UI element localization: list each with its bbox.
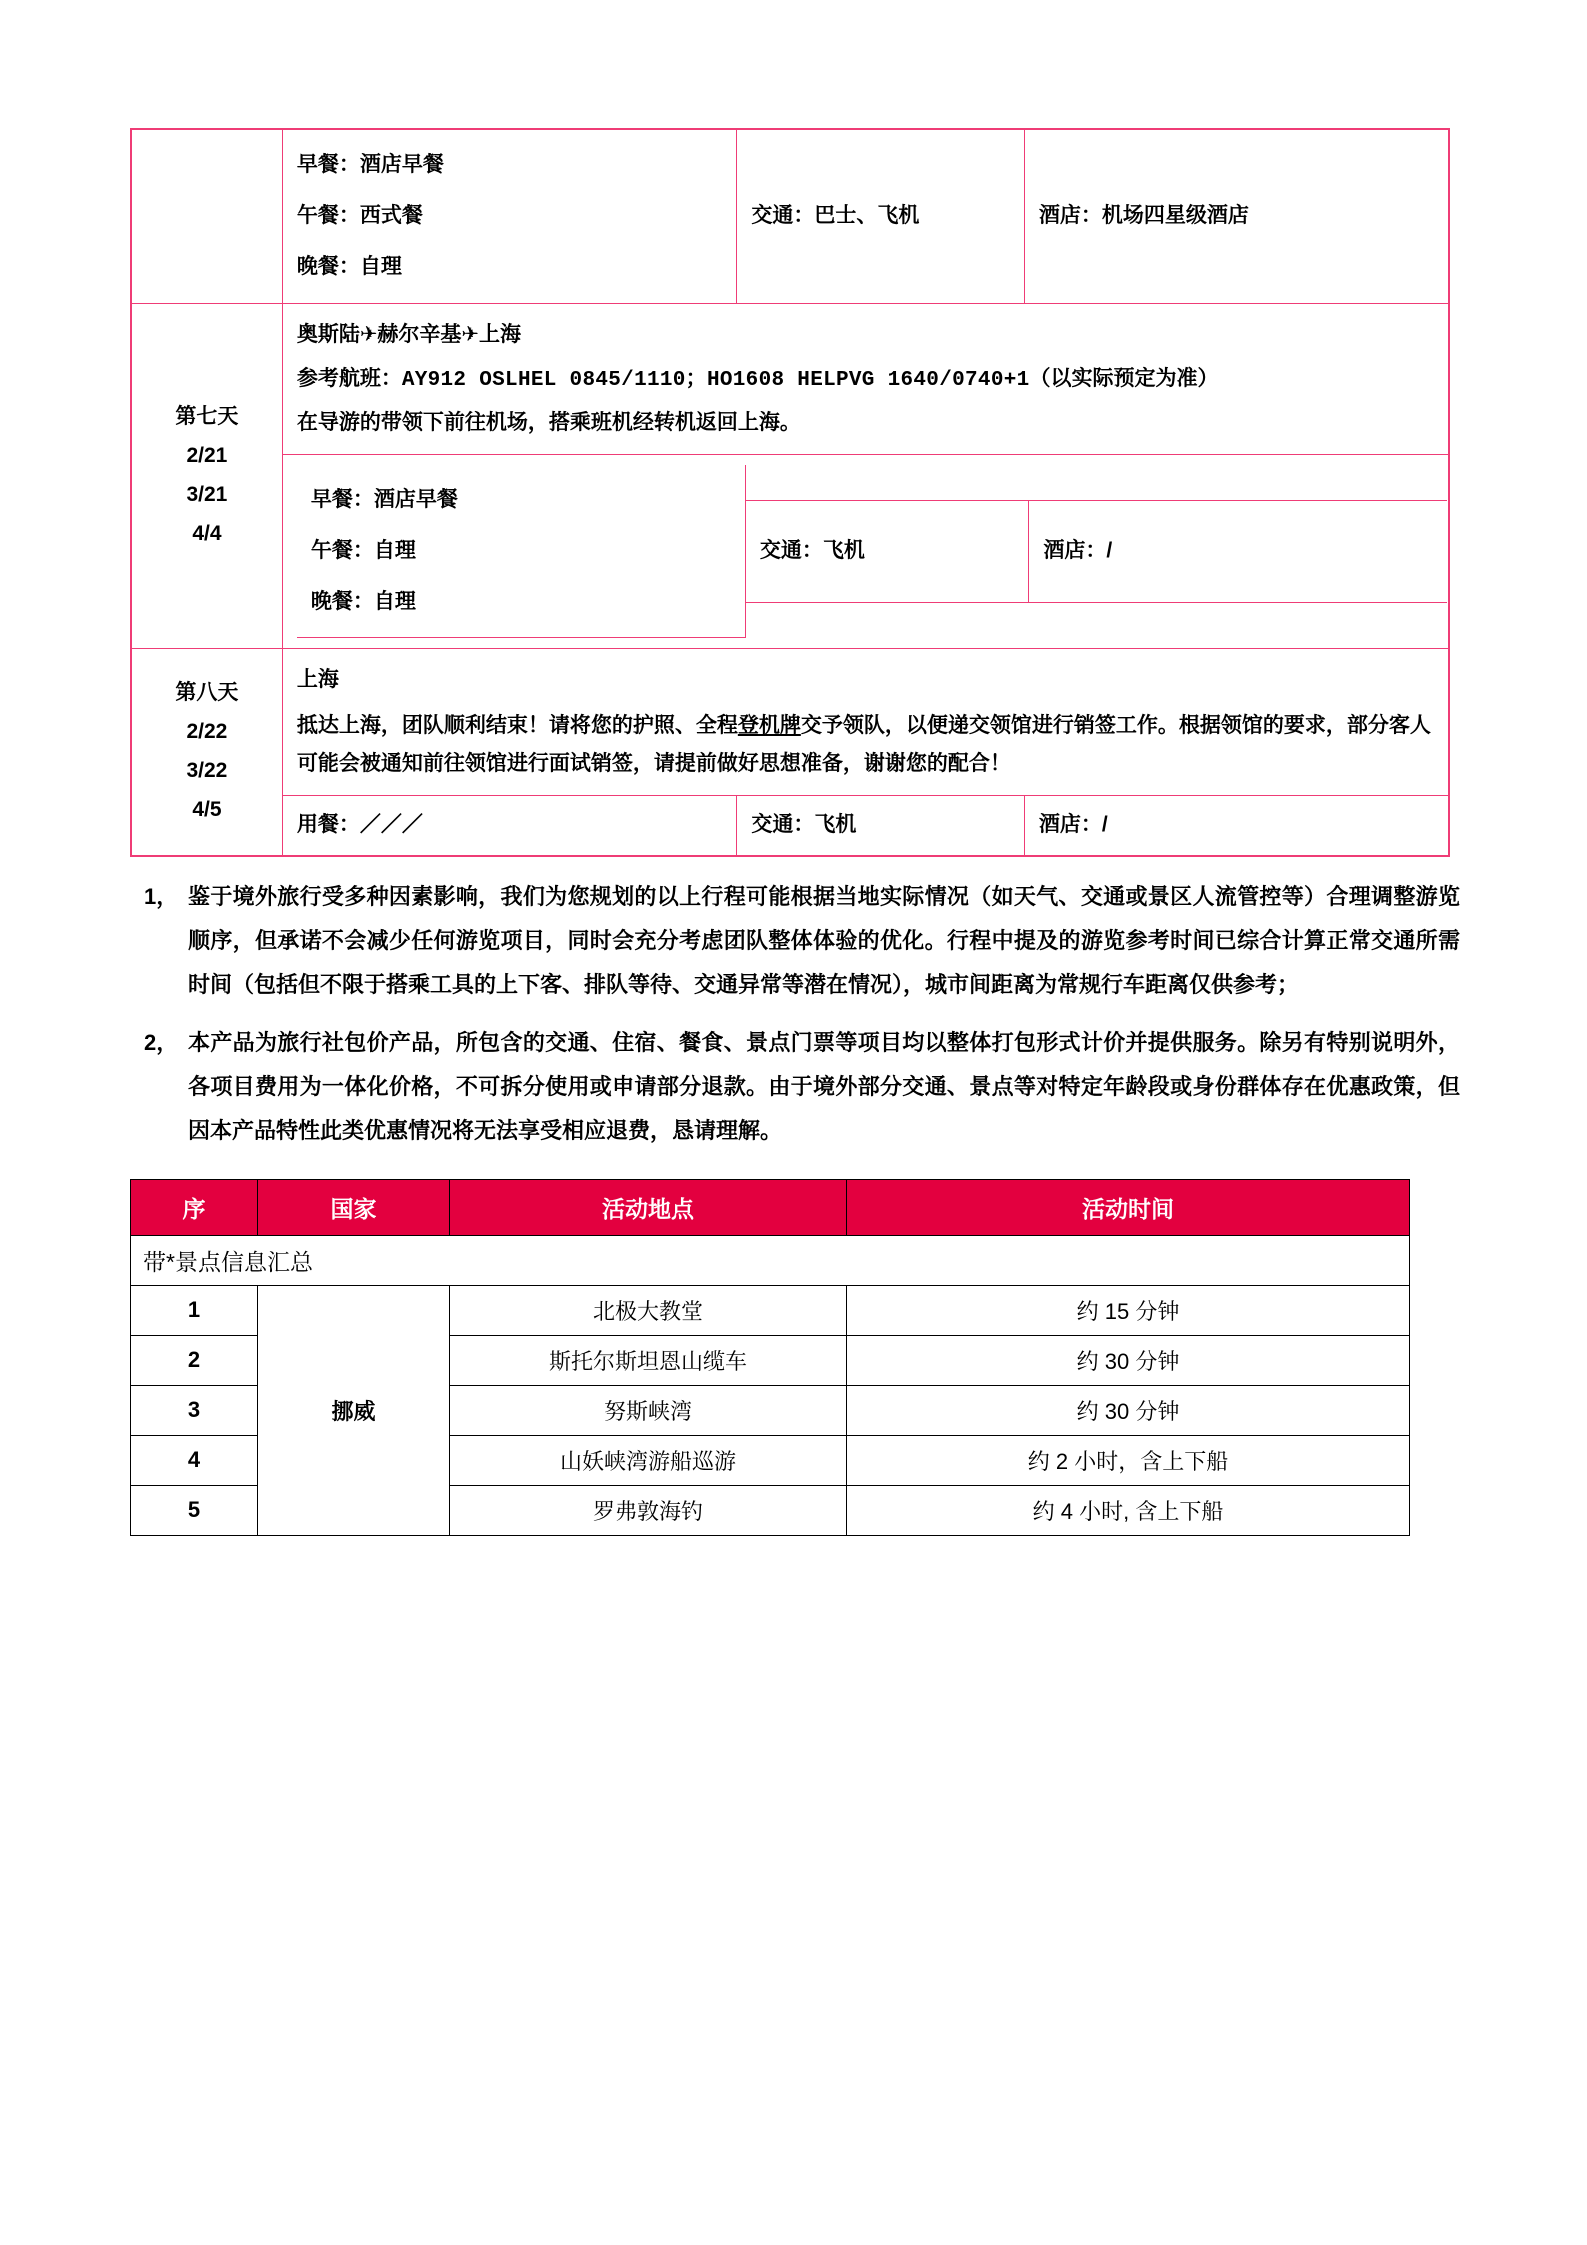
meal-dinner: 晚餐：自理 <box>296 254 402 278</box>
day-description: 在导游的带领下前往机场，搭乘班机经转机返回上海。 <box>296 411 801 435</box>
column-header-place: 活动地点 <box>450 1179 847 1235</box>
transport-cell: 交通：飞机 <box>745 500 1029 603</box>
day-cell-seven <box>131 303 282 649</box>
day-seven-services <box>282 454 1449 649</box>
row-index: 2 <box>131 1335 258 1385</box>
hotel-cell: 酒店：机场四星级酒店 <box>1024 129 1449 303</box>
day-date-1: 2/21 <box>186 444 228 468</box>
meals-cell <box>297 465 746 638</box>
desc-underlined-term: 登机牌 <box>737 714 801 738</box>
summary-table <box>130 1179 1410 1536</box>
table-row <box>131 129 1449 303</box>
table-row <box>131 303 1449 454</box>
route-text: 上海 <box>296 668 339 692</box>
duration-cell: 约 30 分钟 <box>847 1385 1410 1435</box>
day-date-3: 4/4 <box>192 521 222 545</box>
hotel-cell: 酒店：/ <box>1024 795 1449 855</box>
day-detail-seven <box>282 303 1449 454</box>
note-text: 鉴于境外旅行受多种因素影响，我们为您规划的以上行程可能根据当地实际情况（如天气、交通或景区人流管控等）合理调整游览顺序，但承诺不会减少任何游览项目，同时会充分考虑团队整体体验的优化。行程中提及的游览参考时间已综合计算正常交通所需时间（包括但不限于搭乘工具的上下客、排队等待、交通异常等潜在情况），城市间距离为常规行车距离仅供参考； <box>188 883 1460 997</box>
note-number: 1， <box>144 883 179 909</box>
day-cell-eight <box>131 649 282 856</box>
duration-cell: 约 2 小时，含上下船 <box>847 1435 1410 1485</box>
table-row <box>131 795 1449 855</box>
table-row <box>131 649 1449 795</box>
note-text: 本产品为旅行社包价产品，所包含的交通、住宿、餐食、景点门票等项目均以整体打包形式计价并提供服务。除另有特别说明外，各项目费用为一体化价格，不可拆分使用或申请部分退款。由于境外部分交通、景点等对特定年龄段或身份群体存在优惠政策，但因本产品特性此类优惠情况将无法享受相应退费，恳请理解。 <box>188 1029 1460 1143</box>
column-header-time: 活动时间 <box>847 1179 1410 1235</box>
flight-label: 参考航班： <box>296 367 402 391</box>
place-cell: 罗弗敦海钓 <box>450 1485 847 1535</box>
meals-cell: 用餐：／／／ <box>282 795 737 855</box>
table-row <box>131 454 1449 649</box>
place-cell: 斯托尔斯坦恩山缆车 <box>450 1335 847 1385</box>
day-label: 第七天 <box>175 405 239 429</box>
place-cell: 北极大教堂 <box>450 1285 847 1335</box>
notes-list <box>130 875 1460 1153</box>
day-detail-eight <box>282 649 1449 795</box>
column-header-index: 序 <box>131 1179 258 1235</box>
duration-cell: 约 4 小时, 含上下船 <box>847 1485 1410 1535</box>
transport-cell: 交通：飞机 <box>737 795 1024 855</box>
flight-suffix: （以实际预定为准） <box>1029 367 1219 391</box>
day-date-2: 3/22 <box>186 759 228 783</box>
note-number: 2， <box>144 1029 179 1055</box>
day-label: 第八天 <box>175 681 239 705</box>
meal-dinner: 晚餐：自理 <box>310 589 416 613</box>
summary-caption: 带*景点信息汇总 <box>131 1235 1410 1285</box>
meal-breakfast: 早餐：酒店早餐 <box>310 487 458 511</box>
transport-cell: 交通：巴士、飞机 <box>737 129 1024 303</box>
table-header-row <box>131 1179 1410 1235</box>
day-description <box>297 705 1434 785</box>
desc-part-1: 抵达上海，团队顺利结束！请将您的护照、全程 <box>296 714 738 738</box>
table-row <box>131 1235 1410 1285</box>
itinerary-table <box>130 128 1450 857</box>
day-date-3: 4/5 <box>192 797 222 821</box>
day-date-2: 3/21 <box>186 482 228 506</box>
country-cell: 挪威 <box>258 1285 450 1535</box>
duration-cell: 约 30 分钟 <box>847 1335 1410 1385</box>
meal-breakfast: 早餐：酒店早餐 <box>296 153 444 176</box>
row-index: 5 <box>131 1485 258 1535</box>
row-index: 3 <box>131 1385 258 1435</box>
attraction-summary <box>130 1179 1410 1536</box>
column-header-country: 国家 <box>258 1179 450 1235</box>
meal-lunch: 午餐：西式餐 <box>296 203 423 227</box>
list-item <box>130 875 1460 1007</box>
day-date-1: 2/22 <box>186 720 228 744</box>
table-row <box>131 1285 1410 1335</box>
place-cell: 努斯峡湾 <box>450 1385 847 1435</box>
services-table <box>297 465 1447 639</box>
list-item <box>130 1021 1460 1153</box>
duration-cell: 约 15 分钟 <box>847 1285 1410 1335</box>
place-cell: 山妖峡湾游船巡游 <box>450 1435 847 1485</box>
desc-part-2: 交予领队，以便递交领馆进行销签工作。根据领馆的要求，部分客人可能会被通知前往领馆进行面试销签，请提前做好思想准备，谢谢您的配合！ <box>296 714 1431 775</box>
flight-info <box>297 359 1434 402</box>
meals-cell <box>282 129 737 303</box>
flight-code: AY912 OSLHEL 0845/1110；HO1608 HELPVG 1640/0740+1 <box>401 369 1030 393</box>
route-text: 奥斯陆✈赫尔辛基✈上海 <box>296 322 522 346</box>
row-index: 4 <box>131 1435 258 1485</box>
day-cell-empty <box>131 129 282 303</box>
table-row <box>297 465 1447 500</box>
row-index: 1 <box>131 1285 258 1335</box>
hotel-cell: 酒店：/ <box>1029 500 1447 603</box>
meal-lunch: 午餐：自理 <box>310 538 416 562</box>
